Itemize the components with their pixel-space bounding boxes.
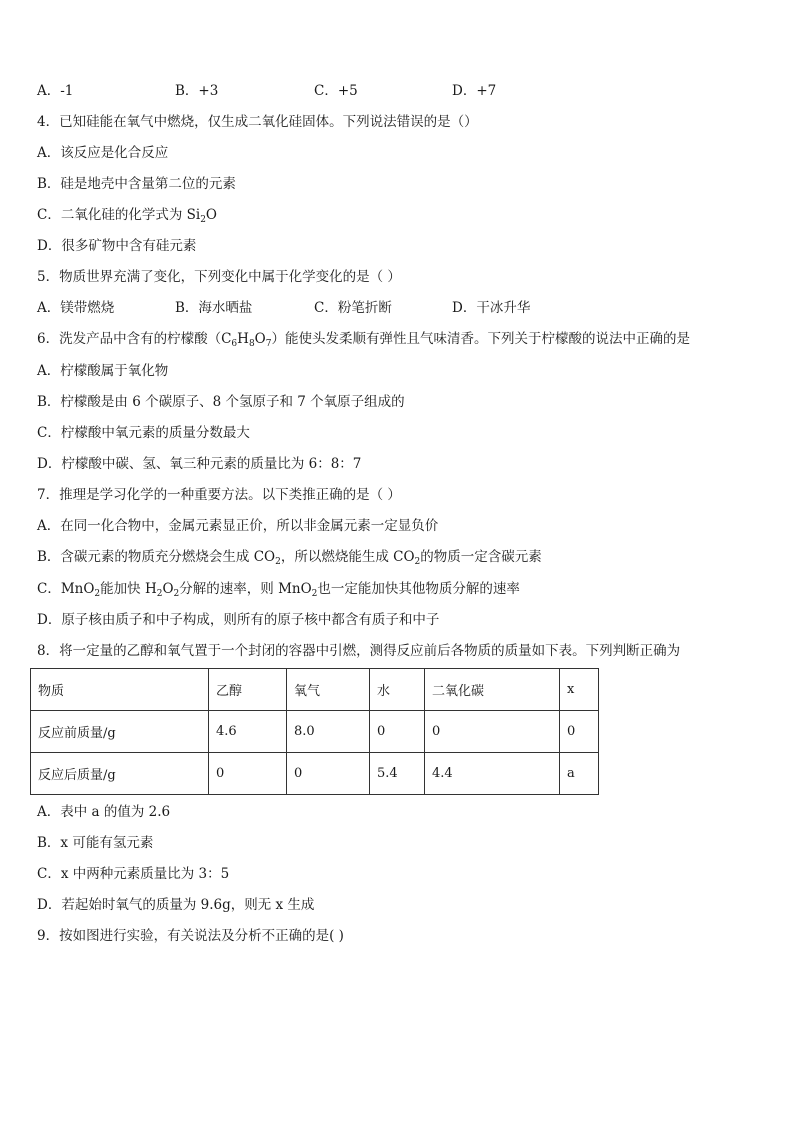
q3-option-d: D．+7: [452, 83, 497, 99]
table-row: [31, 753, 599, 795]
q4-option-b: B．硅是地壳中含量第二位的元素: [37, 176, 236, 192]
q3-options: [37, 82, 757, 100]
q8-option-b: B．x 可能有氢元素: [37, 835, 154, 851]
table-header-cell: 乙醇: [209, 669, 287, 711]
q4-option-d: D．很多矿物中含有硅元素: [37, 238, 197, 254]
q5-option-a: A．镁带燃烧: [37, 300, 115, 316]
q8-option-a: A．表中 a 的值为 2.6: [37, 804, 171, 820]
q4-option-a: A．该反应是化合反应: [37, 145, 169, 161]
table-cell: 反应后质量/g: [31, 753, 209, 795]
table-cell: 0: [425, 711, 560, 753]
table-cell: 5.4: [370, 753, 425, 795]
q9-stem: 9．按如图进行实验，有关说法及分析不正确的是( ): [37, 928, 344, 944]
table-header-cell: x: [560, 669, 599, 711]
q5-stem: 5．物质世界充满了变化，下列变化中属于化学变化的是（ ）: [37, 269, 401, 285]
q5-options: [37, 299, 757, 317]
table-cell: 反应前质量/g: [31, 711, 209, 753]
table-row: [31, 711, 599, 753]
table-cell: 0: [560, 711, 599, 753]
table-header-cell: 水: [370, 669, 425, 711]
q3-option-c: C．+5: [314, 83, 358, 99]
table-cell: a: [560, 753, 599, 795]
q5-option-c: C．粉笔折断: [314, 300, 392, 316]
table-header-row: [31, 669, 599, 711]
mass-table: [30, 668, 599, 795]
q5-option-d: D．干冰升华: [452, 300, 531, 316]
q8-stem: 8．将一定量的乙醇和氧气置于一个封闭的容器中引燃，测得反应前后各物质的质量如下表。下列判断正确为: [37, 643, 681, 659]
table-header-cell: 氧气: [287, 669, 370, 711]
q8-option-c: C．x 中两种元素质量比为 3：5: [37, 866, 230, 882]
table-cell: 0: [370, 711, 425, 753]
table-cell: 0: [209, 753, 287, 795]
q6-option-c: C．柠檬酸中氧元素的质量分数最大: [37, 425, 250, 441]
q4-stem: 4．已知硅能在氧气中燃烧，仅生成二氧化硅固体。下列说法错误的是（）: [37, 114, 478, 130]
table-header-cell: 二氧化碳: [425, 669, 560, 711]
table-cell: 8.0: [287, 711, 370, 753]
table-cell: 4.4: [425, 753, 560, 795]
q7-option-b: B．含碳元素的物质充分燃烧会生成 $CO_2$，所以燃烧能生成 $CO_2$的物质一定含碳元素: [37, 549, 542, 567]
table-header-cell: 物质: [31, 669, 209, 711]
q6-option-a: A．柠檬酸属于氧化物: [37, 363, 169, 379]
q6-option-b: B．柠檬酸是由 6 个碳原子、8 个氢原子和 7 个氧原子组成的: [37, 394, 405, 410]
q5-option-b: B．海水晒盐: [175, 300, 253, 316]
q3-option-a: A．-1: [37, 83, 74, 99]
q4-option-c: C．二氧化硅的化学式为 $Si_2O$: [37, 207, 217, 225]
table-cell: 0: [287, 753, 370, 795]
table-cell: 4.6: [209, 711, 287, 753]
q6-option-d: D．柠檬酸中碳、氢、氧三种元素的质量比为 6：8：7: [37, 456, 362, 472]
q3-option-b: B．+3: [175, 83, 219, 99]
q7-option-d: D．原子核由质子和中子构成，则所有的原子核中都含有质子和中子: [37, 612, 440, 628]
q7-option-a: A．在同一化合物中，金属元素显正价，所以非金属元素一定显负价: [37, 518, 439, 534]
q8-option-d: D．若起始时氧气的质量为 9.6g，则无 x 生成: [37, 897, 315, 913]
q6-stem: 6．洗发产品中含有的柠檬酸$(C_6H_8O_7)$能使头发柔顺有弹性且气味清香。下列关于柠檬酸的说法中正确的是: [37, 331, 690, 349]
q7-option-c: C．MnO$_2$能加快 $H_2O_2$分解的速率，则 MnO$_2$也一定能加快其他物质分解的速率: [37, 581, 520, 599]
q7-stem: 7．推理是学习化学的一种重要方法。以下类推正确的是（ ）: [37, 487, 401, 503]
